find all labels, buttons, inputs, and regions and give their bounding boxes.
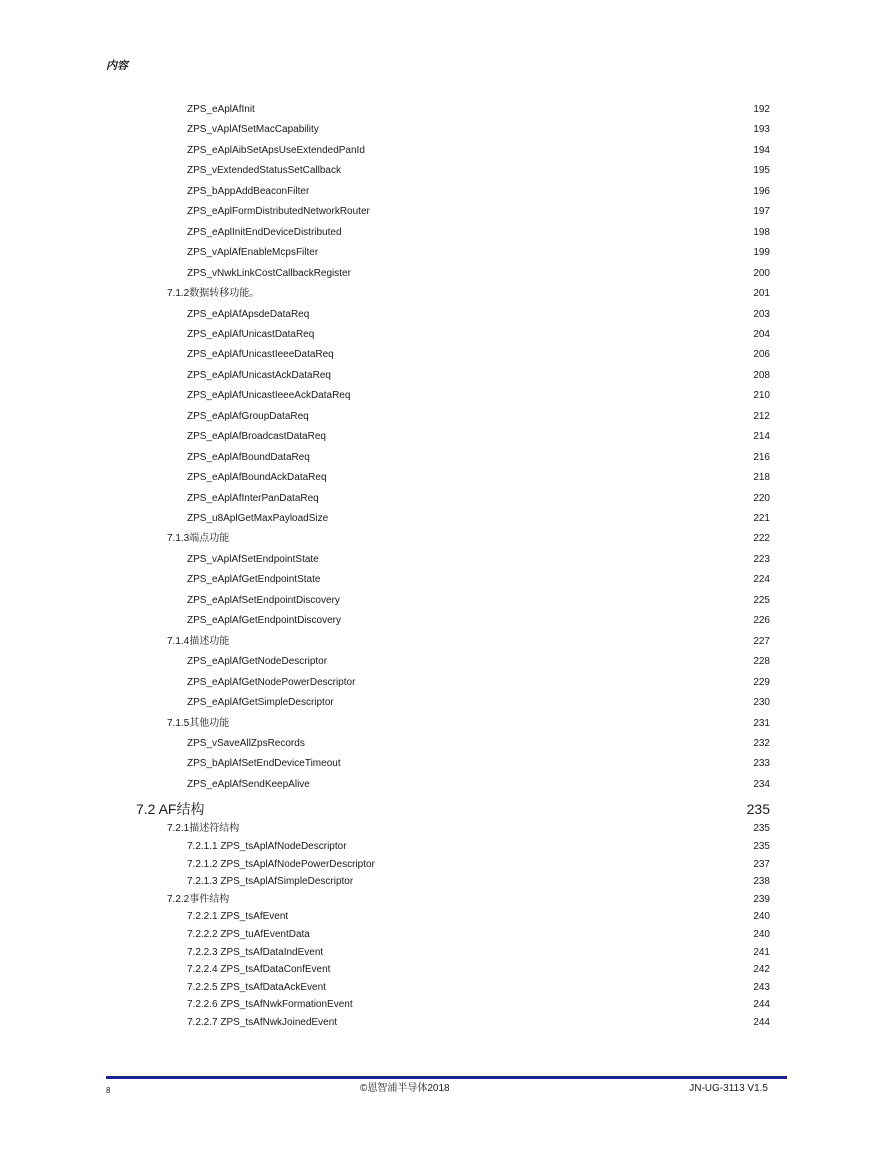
toc-entry-page: 231 bbox=[753, 717, 770, 729]
toc-entry[interactable] bbox=[0, 491, 893, 507]
toc-entry-page: 225 bbox=[753, 594, 770, 606]
toc-entry-page: 242 bbox=[753, 964, 770, 976]
toc-entry-label: ZPS_eAplAfInit bbox=[187, 104, 255, 115]
toc-entry-page: 201 bbox=[753, 288, 770, 300]
toc-entry-page: 235 bbox=[753, 823, 770, 835]
toc-entry-label: ZPS_eAplAfUnicastIeeeDataReq bbox=[187, 349, 334, 361]
toc-entry-label: ZPS_eAplFormDistributedNetworkRouter bbox=[187, 206, 370, 218]
toc-entry-page: 230 bbox=[753, 697, 770, 709]
toc-entry[interactable] bbox=[0, 388, 893, 404]
toc-entry[interactable] bbox=[0, 470, 893, 486]
toc-entry-label: ZPS_eAplAibSetApsUseExtendedPanId bbox=[187, 144, 365, 156]
toc-entry[interactable] bbox=[0, 204, 893, 220]
toc-entry-label: ZPS_eAplAfUnicastAckDataReq bbox=[187, 369, 331, 381]
toc-entry-label: 7.1.4描述功能 bbox=[167, 635, 230, 647]
toc-entry[interactable] bbox=[0, 552, 893, 568]
toc-entry-label: ZPS_eAplAfInterPanDataReq bbox=[187, 492, 319, 504]
toc-entry-label: 7.2 AF结构 bbox=[136, 801, 205, 818]
toc-entry-label: ZPS_eAplAfGetNodeDescriptor bbox=[187, 656, 328, 668]
toc-entry[interactable] bbox=[0, 347, 893, 363]
toc-entry-page: 204 bbox=[753, 328, 770, 340]
toc-entry-label: ZPS_bAplAfSetEndDeviceTimeout bbox=[187, 758, 341, 770]
toc-entry-page: 239 bbox=[753, 893, 770, 905]
toc-entry[interactable] bbox=[0, 799, 893, 819]
toc-entry-page: 195 bbox=[753, 165, 770, 177]
toc-entry[interactable] bbox=[0, 675, 893, 691]
toc-entry-page: 240 bbox=[753, 911, 770, 923]
toc-entry[interactable] bbox=[0, 368, 893, 384]
toc-entry-page: 220 bbox=[753, 492, 770, 504]
toc-entry-page: 194 bbox=[753, 144, 770, 156]
toc-entry[interactable] bbox=[0, 225, 893, 241]
toc-entry-label: ZPS_eAplAfBroadcastDataReq bbox=[187, 431, 326, 443]
toc-entry[interactable] bbox=[0, 654, 893, 670]
toc-entry[interactable] bbox=[0, 184, 893, 200]
toc-entry[interactable] bbox=[0, 777, 893, 793]
toc-entry-label: 7.1.5其他功能 bbox=[167, 717, 230, 729]
toc-entry-page: 197 bbox=[753, 206, 770, 218]
toc-entry-page: 223 bbox=[753, 553, 770, 565]
toc-entry-page: 224 bbox=[753, 574, 770, 586]
toc-entry-label: ZPS_vAplAfEnableMcpsFilter bbox=[187, 247, 319, 259]
toc-entry[interactable] bbox=[0, 927, 893, 943]
toc-entry[interactable] bbox=[0, 511, 893, 527]
toc-entry-page: 212 bbox=[753, 410, 770, 422]
toc-entry[interactable] bbox=[0, 450, 893, 466]
toc-entry-page: 241 bbox=[753, 946, 770, 958]
toc-entry[interactable] bbox=[0, 429, 893, 445]
toc-entry-page: 221 bbox=[753, 513, 770, 524]
toc-entry-label: ZPS_eAplAfUnicastDataReq bbox=[187, 328, 315, 340]
toc-entry-label: 7.2.1.1 ZPS_tsAplAfNodeDescriptor bbox=[187, 840, 347, 852]
toc-entry-page: 238 bbox=[753, 876, 770, 888]
toc-entry-label: ZPS_vAplAfSetEndpointState bbox=[187, 553, 319, 565]
toc-entry-page: 226 bbox=[753, 615, 770, 627]
toc-entry[interactable] bbox=[0, 613, 893, 629]
toc-entry-page: 200 bbox=[753, 267, 770, 279]
toc-entry-page: 214 bbox=[753, 431, 770, 443]
toc-entry-label: ZPS_eAplInitEndDeviceDistributed bbox=[187, 226, 342, 238]
toc-entry[interactable] bbox=[0, 572, 893, 588]
toc-entry[interactable] bbox=[0, 997, 893, 1013]
toc-entry-label: 7.2.2.6 ZPS_tsAfNwkFormationEvent bbox=[187, 999, 353, 1011]
toc-entry[interactable] bbox=[0, 327, 893, 343]
toc-entry-label: ZPS_vNwkLinkCostCallbackRegister bbox=[187, 267, 351, 279]
toc-entry-label: 7.2.2.1 ZPS_tsAfEvent bbox=[187, 911, 289, 923]
toc-entry-label: 7.2.2.2 ZPS_tuAfEventData bbox=[187, 928, 310, 940]
toc-entry-label: 7.2.1.2 ZPS_tsAplAfNodePowerDescriptor bbox=[187, 858, 375, 870]
toc-entry-label: 7.2.2事件结构 bbox=[167, 893, 230, 905]
toc-entry[interactable] bbox=[0, 409, 893, 425]
toc-entry-page: 243 bbox=[753, 981, 770, 993]
toc-entry-label: 7.2.2.5 ZPS_tsAfDataAckEvent bbox=[187, 981, 326, 993]
toc-entry-page: 237 bbox=[753, 858, 770, 870]
toc-entry-label: ZPS_vExtendedStatusSetCallback bbox=[187, 165, 341, 177]
toc-entry[interactable] bbox=[0, 892, 893, 908]
toc-entry-label: ZPS_eAplAfGetEndpointState bbox=[187, 574, 321, 586]
toc-entry-label: ZPS_vAplAfSetMacCapability bbox=[187, 124, 319, 136]
toc-entry[interactable] bbox=[0, 286, 893, 302]
toc-entry[interactable] bbox=[0, 909, 893, 925]
toc-entry[interactable] bbox=[0, 245, 893, 261]
toc-entry[interactable] bbox=[0, 839, 893, 855]
toc-entry-label: 7.1.3端点功能 bbox=[167, 533, 230, 545]
toc-entry-label: ZPS_eAplAfSetEndpointDiscovery bbox=[187, 594, 340, 606]
toc-entry-label: 7.2.2.7 ZPS_tsAfNwkJoinedEvent bbox=[187, 1016, 338, 1028]
toc-entry-label: ZPS_u8AplGetMaxPayloadSize bbox=[187, 513, 329, 524]
toc-entry[interactable] bbox=[0, 143, 893, 159]
toc-entry-page: 218 bbox=[753, 472, 770, 484]
toc-entry[interactable] bbox=[0, 1015, 893, 1031]
toc-entry[interactable] bbox=[0, 163, 893, 179]
page-header-title: 内容 bbox=[106, 60, 128, 72]
toc-entry-page: 235 bbox=[753, 840, 770, 852]
toc-entry-label: ZPS_eAplAfUnicastIeeeAckDataReq bbox=[187, 390, 351, 402]
toc-entry-page: 232 bbox=[753, 737, 770, 749]
toc-entry[interactable] bbox=[0, 980, 893, 996]
toc-entry[interactable] bbox=[0, 945, 893, 961]
toc-entry-page: 228 bbox=[753, 656, 770, 668]
toc-entry[interactable] bbox=[0, 716, 893, 732]
toc-entry[interactable] bbox=[0, 821, 893, 837]
toc-entry-page: 240 bbox=[753, 928, 770, 940]
toc-entry-page: 233 bbox=[753, 758, 770, 770]
toc-entry-label: ZPS_eAplAfGetEndpointDiscovery bbox=[187, 615, 341, 627]
toc-entry-label: 7.2.2.3 ZPS_tsAfDataIndEvent bbox=[187, 946, 324, 958]
toc-entry-label: ZPS_eAplAfApsdeDataReq bbox=[187, 308, 310, 320]
toc-entry-page: 216 bbox=[753, 451, 770, 463]
toc-entry-page: 199 bbox=[753, 247, 770, 259]
toc-entry[interactable] bbox=[0, 307, 893, 323]
footer-copyright: ©恩智浦半导体2018 bbox=[360, 1083, 450, 1094]
toc-entry-label: ZPS_eAplAfBoundAckDataReq bbox=[187, 472, 327, 484]
footer-page-number: 8 bbox=[106, 1086, 111, 1095]
toc-entry-page: 193 bbox=[753, 124, 770, 136]
toc-entry-label: ZPS_eAplAfSendKeepAlive bbox=[187, 778, 310, 790]
toc-entry-label: 7.2.2.4 ZPS_tsAfDataConfEvent bbox=[187, 964, 331, 976]
toc-entry-label: 7.2.1.3 ZPS_tsAplAfSimpleDescriptor bbox=[187, 876, 354, 888]
toc-entry-label: ZPS_eAplAfGetSimpleDescriptor bbox=[187, 697, 334, 709]
toc-entry[interactable] bbox=[0, 962, 893, 978]
toc-entry[interactable] bbox=[0, 593, 893, 609]
footer-doc-id: JN-UG-3113 V1.5 bbox=[689, 1083, 768, 1094]
footer-divider bbox=[106, 1076, 787, 1079]
toc-entry-label: 7.2.1描述符结构 bbox=[167, 823, 240, 835]
toc-entry-page: 198 bbox=[753, 226, 770, 238]
toc-entry[interactable] bbox=[0, 102, 893, 118]
toc-entry-label: 7.1.2数据转移功能。 bbox=[167, 288, 260, 300]
toc-entry[interactable] bbox=[0, 695, 893, 711]
toc-entry-label: ZPS_eAplAfGroupDataReq bbox=[187, 410, 309, 422]
toc-entry[interactable] bbox=[0, 531, 893, 547]
toc-entry-page: 229 bbox=[753, 676, 770, 688]
toc-entry-page: 203 bbox=[753, 308, 770, 320]
toc-entry-page: 206 bbox=[753, 349, 770, 361]
toc-entry-label: ZPS_bAppAddBeaconFilter bbox=[187, 185, 310, 197]
toc-entry[interactable] bbox=[0, 122, 893, 138]
toc-entry-page: 192 bbox=[753, 104, 770, 115]
toc-entry[interactable] bbox=[0, 266, 893, 282]
toc-entry-label: ZPS_eAplAfBoundDataReq bbox=[187, 451, 310, 463]
toc-entry-label: ZPS_vSaveAllZpsRecords bbox=[187, 737, 305, 749]
toc-entry-page: 234 bbox=[753, 778, 770, 790]
toc-entry[interactable] bbox=[0, 736, 893, 752]
toc-entry[interactable] bbox=[0, 756, 893, 772]
toc-entry-page: 196 bbox=[753, 185, 770, 197]
toc-entry-page: 235 bbox=[746, 801, 770, 818]
toc-entry[interactable] bbox=[0, 857, 893, 873]
toc-entry-page: 227 bbox=[753, 635, 770, 647]
toc-entry-page: 244 bbox=[753, 999, 770, 1011]
toc-entry-page: 244 bbox=[753, 1016, 770, 1028]
toc-entry-page: 208 bbox=[753, 369, 770, 381]
toc-entry[interactable] bbox=[0, 634, 893, 650]
toc-entry-page: 222 bbox=[753, 533, 770, 545]
toc-entry-page: 210 bbox=[753, 390, 770, 402]
toc-entry-label: ZPS_eAplAfGetNodePowerDescriptor bbox=[187, 676, 356, 688]
toc-entry[interactable] bbox=[0, 874, 893, 890]
